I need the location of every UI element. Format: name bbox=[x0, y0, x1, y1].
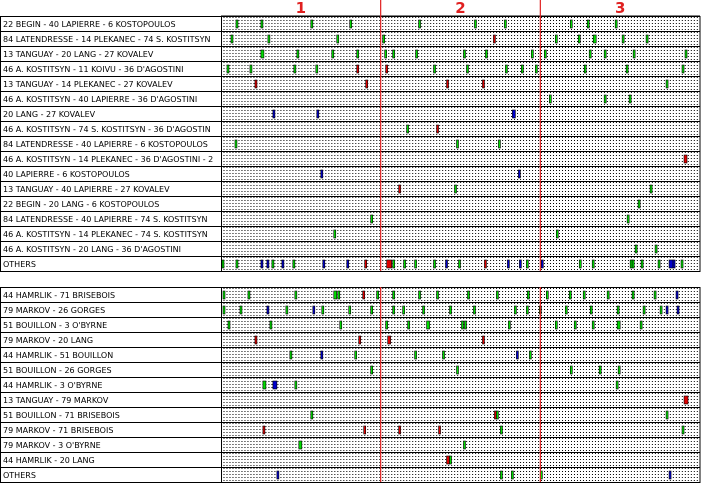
shift-block bbox=[514, 306, 516, 314]
shift-block bbox=[235, 140, 237, 148]
shift-block bbox=[508, 321, 510, 329]
shift-block bbox=[590, 306, 592, 314]
shift-block bbox=[592, 321, 594, 329]
shift-block bbox=[507, 260, 509, 268]
shift-block bbox=[313, 306, 315, 314]
row-label: 46 A. KOSTITSYN - 14 PLEKANEC - 74 S. KOSTITSYN bbox=[3, 230, 208, 239]
shift-block bbox=[231, 35, 233, 43]
shift-block bbox=[463, 441, 465, 449]
shift-block bbox=[255, 80, 257, 88]
shift-block bbox=[236, 20, 238, 28]
shift-block bbox=[521, 65, 523, 73]
shift-block bbox=[526, 306, 528, 314]
shift-block bbox=[632, 260, 634, 268]
shift-block bbox=[682, 426, 684, 434]
shift-block bbox=[555, 35, 557, 43]
shift-block bbox=[321, 351, 323, 359]
shift-block bbox=[578, 35, 580, 43]
shift-block bbox=[682, 65, 684, 73]
shift-block bbox=[248, 291, 250, 299]
shift-block bbox=[293, 260, 295, 268]
shift-block bbox=[684, 155, 687, 163]
shift-block bbox=[349, 306, 351, 314]
row-label: 13 TANGUAY - 79 MARKOV bbox=[3, 396, 109, 405]
shift-block bbox=[227, 65, 229, 73]
shift-block bbox=[443, 351, 445, 359]
shift-block bbox=[544, 50, 546, 58]
shift-block bbox=[393, 306, 395, 314]
shift-block bbox=[311, 20, 313, 28]
row-label: 51 BOUILLON - 26 GORGES bbox=[3, 366, 112, 375]
shift-block bbox=[500, 426, 502, 434]
shift-block bbox=[255, 336, 257, 344]
shift-block bbox=[340, 321, 342, 329]
shift-block bbox=[386, 65, 388, 73]
row-label: 46 A. KOSTITSYN - 20 LANG - 36 D'AGOSTINI bbox=[3, 245, 181, 254]
shift-block bbox=[666, 306, 668, 314]
shift-block bbox=[655, 245, 657, 253]
shift-block bbox=[681, 260, 683, 268]
shift-block bbox=[461, 321, 463, 329]
shift-block bbox=[338, 291, 340, 299]
shift-block bbox=[347, 260, 349, 268]
shift-block bbox=[437, 125, 439, 133]
shift-block bbox=[616, 381, 618, 389]
shift-block bbox=[267, 306, 269, 314]
section-2 bbox=[0, 287, 700, 483]
shift-block bbox=[669, 471, 671, 479]
shift-block bbox=[570, 366, 572, 374]
shift-block bbox=[666, 80, 668, 88]
row-label: OTHERS bbox=[3, 260, 36, 269]
shift-block bbox=[531, 50, 533, 58]
shift-block bbox=[263, 426, 265, 434]
shift-block bbox=[650, 185, 652, 193]
row-label: 84 LATENDRESSE - 14 PLEKANEC - 74 S. KOSTITSYN bbox=[3, 35, 211, 44]
row-label: 84 LATENDRESSE - 40 LAPIERRE - 6 KOSTOPOULOS bbox=[3, 140, 208, 149]
shift-block bbox=[569, 291, 571, 299]
shift-block bbox=[684, 396, 688, 404]
shift-block bbox=[427, 321, 430, 329]
shift-block bbox=[371, 306, 373, 314]
period-label-3: 3 bbox=[614, 0, 626, 17]
shift-block bbox=[399, 426, 401, 434]
shift-block bbox=[408, 321, 410, 329]
row-label: 46 A. KOSTITSYN - 14 PLEKANEC - 36 D'AGOSTINI - 2 bbox=[3, 155, 214, 164]
shift-block bbox=[323, 260, 325, 268]
shift-block bbox=[555, 321, 557, 329]
row-label: 22 BEGIN - 20 LANG - 6 KOSTOPOULOS bbox=[3, 200, 160, 209]
row-label: 13 TANGUAY - 20 LANG - 27 KOVALEV bbox=[3, 50, 154, 59]
shift-block bbox=[484, 260, 486, 268]
shift-block bbox=[359, 336, 361, 344]
shift-block bbox=[677, 306, 679, 314]
shift-block bbox=[519, 260, 521, 268]
row-label: 44 HAMRLIK - 3 O'BYRNE bbox=[3, 381, 103, 390]
shift-block bbox=[640, 321, 642, 329]
shift-block bbox=[604, 95, 606, 103]
shift-block bbox=[660, 306, 662, 314]
shift-block bbox=[357, 50, 359, 58]
shift-block bbox=[450, 456, 452, 464]
shift-block bbox=[434, 260, 436, 268]
row-label: 84 LATENDRESSE - 40 LAPIERRE - 74 S. KOSTITSYN bbox=[3, 215, 208, 224]
shift-block bbox=[565, 306, 567, 314]
row-label: 51 BOUILLON - 71 BRISEBOIS bbox=[3, 411, 120, 420]
row-label: 44 HAMRLIK - 71 BRISEBOIS bbox=[3, 291, 116, 300]
shift-block bbox=[364, 426, 366, 434]
shift-block bbox=[505, 65, 507, 73]
shift-block bbox=[629, 95, 631, 103]
shift-block bbox=[482, 336, 484, 344]
shift-block bbox=[457, 366, 459, 374]
shift-block bbox=[504, 20, 506, 28]
shift-block bbox=[570, 20, 572, 28]
period-label-2: 2 bbox=[455, 0, 466, 17]
shift-block bbox=[355, 351, 357, 359]
shift-block bbox=[317, 110, 319, 118]
shift-block bbox=[446, 260, 448, 268]
shift-block bbox=[627, 215, 629, 223]
shift-block bbox=[416, 50, 418, 58]
shift-block bbox=[261, 50, 264, 58]
shift-block bbox=[290, 351, 292, 359]
shift-block bbox=[669, 260, 673, 268]
shift-block bbox=[535, 65, 537, 73]
shift-block bbox=[277, 471, 279, 479]
shift-block bbox=[457, 140, 459, 148]
shift-block bbox=[297, 50, 299, 58]
shift-block bbox=[587, 20, 589, 28]
shift-block bbox=[332, 50, 334, 58]
shift-block bbox=[498, 140, 500, 148]
shift-block bbox=[646, 35, 648, 43]
shift-block bbox=[282, 260, 284, 268]
shift-block bbox=[459, 260, 461, 268]
shift-block bbox=[366, 80, 368, 88]
shift-block bbox=[464, 321, 466, 329]
shift-block bbox=[485, 50, 487, 58]
shift-block bbox=[617, 306, 619, 314]
shift-block bbox=[584, 65, 586, 73]
shift-block bbox=[633, 50, 635, 58]
shift-block bbox=[273, 381, 277, 389]
shift-block bbox=[512, 110, 515, 118]
shift-block bbox=[654, 291, 656, 299]
shift-block bbox=[403, 306, 405, 314]
shift-block bbox=[316, 65, 318, 73]
shift-block bbox=[474, 20, 476, 28]
shift-block bbox=[404, 260, 406, 268]
shift-block bbox=[473, 306, 475, 314]
shift-block bbox=[286, 306, 288, 314]
row-label: 44 HAMRLIK - 51 BOUILLON bbox=[3, 351, 114, 360]
shift-block bbox=[496, 411, 498, 419]
shift-block bbox=[311, 411, 313, 419]
shift-block bbox=[385, 50, 387, 58]
shift-block bbox=[222, 260, 224, 268]
shift-block bbox=[419, 291, 421, 299]
shift-block bbox=[604, 50, 606, 58]
shift-block bbox=[455, 185, 457, 193]
shift-block bbox=[407, 125, 409, 133]
shift-block bbox=[321, 170, 323, 178]
shift-block bbox=[500, 471, 502, 479]
shift-block bbox=[388, 336, 391, 344]
shift-block bbox=[357, 65, 359, 73]
shift-block bbox=[350, 20, 352, 28]
shift-block bbox=[450, 306, 452, 314]
shift-block bbox=[261, 20, 263, 28]
shift-block bbox=[632, 291, 634, 299]
shift-block bbox=[583, 291, 585, 299]
shift-block bbox=[377, 291, 379, 299]
shift-block bbox=[518, 170, 520, 178]
shift-block bbox=[676, 291, 678, 299]
shift-block bbox=[589, 50, 591, 58]
shift-block bbox=[371, 215, 373, 223]
shift-block bbox=[250, 65, 252, 73]
shift-block bbox=[387, 260, 392, 268]
row-label: 46 A. KOSTITSYN - 11 KOIVU - 36 D'AGOSTINI bbox=[3, 65, 184, 74]
shift-block bbox=[527, 291, 529, 299]
shift-block bbox=[337, 35, 339, 43]
row-label: 79 MARKOV - 3 O'BYRNE bbox=[3, 441, 101, 450]
shift-block bbox=[599, 366, 601, 374]
shift-block bbox=[268, 35, 270, 43]
shift-block bbox=[592, 260, 594, 268]
shift-block bbox=[574, 321, 576, 329]
shift-block bbox=[617, 321, 620, 329]
shift-block bbox=[673, 260, 675, 268]
shift-block bbox=[228, 321, 230, 329]
shift-block bbox=[437, 291, 439, 299]
shift-block bbox=[467, 291, 469, 299]
shift-block bbox=[447, 80, 449, 88]
shift-block bbox=[223, 306, 225, 314]
shift-block bbox=[434, 65, 436, 73]
shift-block bbox=[541, 260, 543, 268]
shift-block bbox=[511, 471, 513, 479]
shift-block bbox=[393, 260, 395, 268]
row-label: 22 BEGIN - 40 LAPIERRE - 6 KOSTOPOULOS bbox=[3, 20, 176, 29]
row-label: 79 MARKOV - 26 GORGES bbox=[3, 306, 106, 315]
shift-block bbox=[593, 35, 596, 43]
shift-block bbox=[607, 291, 609, 299]
shift-block bbox=[334, 230, 336, 238]
row-label: 13 TANGUAY - 40 LAPIERRE - 27 KOVALEV bbox=[3, 185, 170, 194]
shift-block bbox=[556, 230, 558, 238]
row-label: 79 MARKOV - 20 LANG bbox=[3, 336, 94, 345]
shift-block bbox=[334, 291, 337, 299]
shift-block bbox=[272, 260, 274, 268]
shift-block bbox=[299, 441, 302, 449]
shift-block bbox=[415, 260, 417, 268]
shift-block bbox=[466, 65, 468, 73]
row-label: 79 MARKOV - 71 BRISEBOIS bbox=[3, 426, 114, 435]
shift-block bbox=[439, 426, 441, 434]
shift-block bbox=[322, 306, 324, 314]
row-label: 44 HAMRLIK - 20 LANG bbox=[3, 456, 95, 465]
shift-block bbox=[546, 291, 548, 299]
shift-block bbox=[447, 456, 450, 464]
shift-block bbox=[496, 291, 498, 299]
shift-block bbox=[383, 35, 385, 43]
shift-block bbox=[579, 260, 581, 268]
shift-block bbox=[641, 260, 643, 268]
shift-block bbox=[463, 50, 465, 58]
row-label: 46 A. KOSTITSYN - 74 S. KOSTITSYN - 36 D'AGOSTIN bbox=[3, 125, 211, 134]
shift-block bbox=[419, 20, 421, 28]
shift-block bbox=[415, 351, 417, 359]
row-label: OTHERS bbox=[3, 471, 36, 480]
shift-block bbox=[529, 351, 531, 359]
shift-block bbox=[685, 50, 687, 58]
shift-block bbox=[223, 291, 225, 299]
shift-block bbox=[658, 260, 660, 268]
shift-block bbox=[263, 381, 266, 389]
shift-block bbox=[393, 50, 395, 58]
shift-block bbox=[626, 65, 628, 73]
shift-block bbox=[294, 65, 296, 73]
shift-block bbox=[240, 306, 242, 314]
shift-block bbox=[399, 185, 401, 193]
shift-block bbox=[295, 381, 297, 389]
shift-block bbox=[482, 80, 484, 88]
shift-block bbox=[270, 321, 272, 329]
shift-block bbox=[643, 306, 645, 314]
shift-block bbox=[423, 306, 425, 314]
shift-block bbox=[273, 110, 275, 118]
shift-block bbox=[666, 411, 668, 419]
shift-block bbox=[386, 321, 388, 329]
shift-block bbox=[261, 260, 263, 268]
row-label: 46 A. KOSTITSYN - 40 LAPIERRE - 36 D'AGOSTINI bbox=[3, 95, 198, 104]
shift-block bbox=[516, 351, 518, 359]
shift-block bbox=[615, 20, 617, 28]
row-label: 40 LAPIERRE - 6 KOSTOPOULOS bbox=[3, 170, 130, 179]
shift-block bbox=[371, 366, 373, 374]
row-label: 20 LANG - 27 KOVALEV bbox=[3, 110, 96, 119]
shift-block bbox=[365, 260, 367, 268]
shift-block bbox=[526, 260, 528, 268]
shift-block bbox=[638, 200, 640, 208]
shift-block bbox=[622, 35, 624, 43]
shift-block bbox=[267, 260, 269, 268]
shift-block bbox=[493, 35, 495, 43]
row-label: 51 BOUILLON - 3 O'BYRNE bbox=[3, 321, 108, 330]
shift-block bbox=[363, 291, 365, 299]
shift-block bbox=[635, 245, 637, 253]
shift-block bbox=[549, 95, 551, 103]
shift-block bbox=[618, 366, 620, 374]
row-label: 13 TANGUAY - 14 PLEKANEC - 27 KOVALEV bbox=[3, 80, 173, 89]
shift-block bbox=[393, 291, 395, 299]
shift-block bbox=[295, 291, 297, 299]
period-label-1: 1 bbox=[295, 0, 307, 17]
shift-block bbox=[236, 260, 238, 268]
